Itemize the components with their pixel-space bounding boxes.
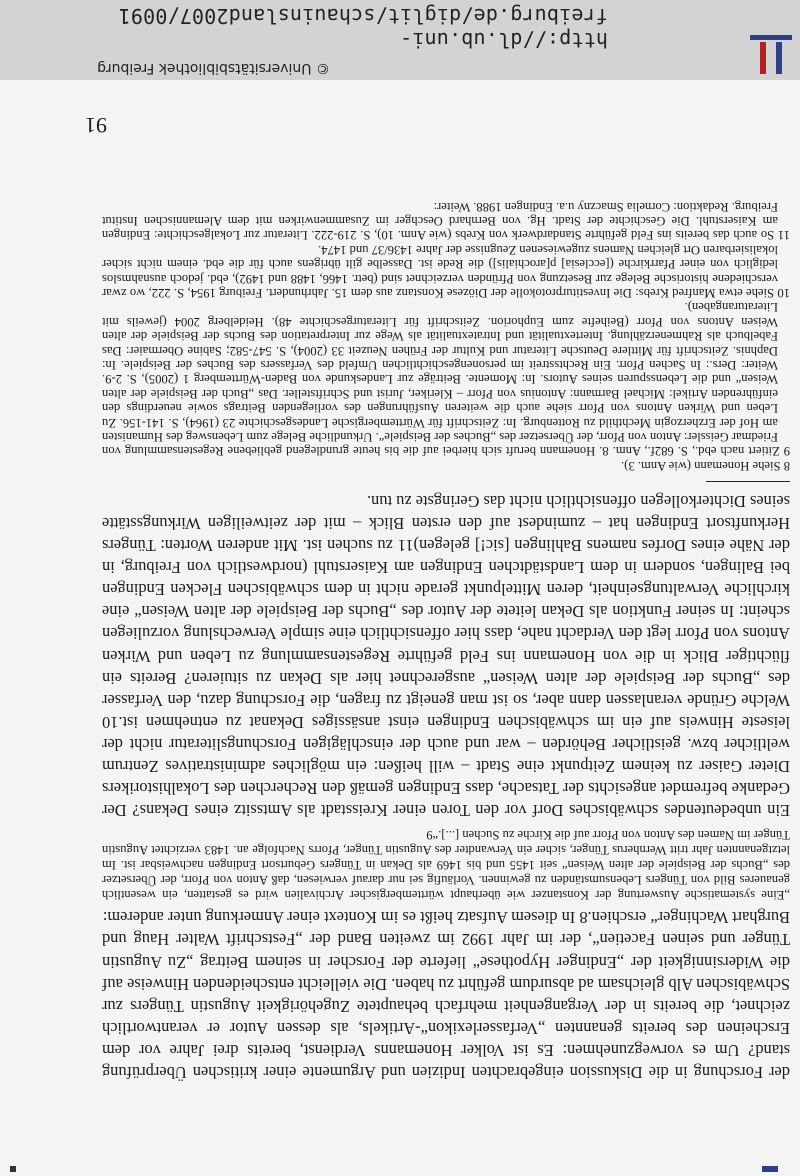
- edge-mark: [762, 1166, 778, 1172]
- footnote: 9 Zitiert nach ebd., S. 682f., Anm. 8. Honemann beruft sich hierbei auf die bis heute grundlegend gebliebene Regestensammlung von Friedmar Geissler: Anton von Pforr, der Übersetzer des „Buches der Beispiele“. Urkundliche Belege zum Lebensweg des Humanisten am Hof der Erzherzogin Mechthild zu Rottenburg. In: Zeitschrift für Württembergische Landesgeschichte 23 (1964), S. 141-156. Zu Leben und Wirken Antons von Pforr siehe auch die weiteren Ausführungen des vorliegenden Beitrags sowie neuerdings den einführenden Artikel: Michael Barmann: Antonius von Pforr – Kleriker, Jurist und Schriftsteller. Das „Buch der Beispiele der alten Weisen“ und die Lebensspuren seines Autors. In: Momente. Beiträge zur Landeskunde von Baden-Württemberg 1 (2005), S. 2-9. Weiter: Ders.: In Sachen Pforr. Ein Rechtsstreit im personengeschichtlichen Umfeld des Verfassers des Buches der Beispiele. In: Daphnis. Zeitschrift für Mittlere Deutsche Literatur und Kultur der Frühen Neuzeit 33 (2004), S. 547-582; Sabine Obermaier: Das Fabelbuch als Rahmenerzählung. Intertextualität und Intratextualität als Wege zur Interpretation des Buchs der Beispiele der alten Weisen Antons von Pforr (Beihefte zum Euphorion. Zeitschrift für Literaturgeschichte 48). Heidelberg 2004 (jeweils mit Literaturangaben).: [102, 300, 790, 459]
- page-body: [102, 199, 790, 1083]
- edge-mark: [10, 1166, 16, 1172]
- footnote: 8 Siehe Honemann (wie Anm. 3).: [621, 458, 790, 473]
- body-paragraph: Ein unbedeutendes schwäbisches Dorf vor den Toren einer Kreisstadt als Amtssitz eines Dekans? Der Gedanke befremdet angesichts der Tatsache, dass Endingen gemäß den Recherchen des Lokalhistorikers Dieter Gaiser zu keinem Zeitpunkt eine Stadt – will heißen: ein mögliches administratives Zentrum weltlicher bzw. geistlicher Behörden – war und auch der einschlägigen Forschungsliteratur nicht der leiseste Hinweis auf ein im schwäbischen Endingen einst ansässiges Dekanat zu entnehmen ist.10 Welche Gründe veranlassen dann aber, so ist man geneigt zu fragen, die Forschung dazu, den Verfasser des „Buchs der Beispiele der alten Weisen“ ausgerechnet hier als Dekan zu situieren? Bereits ein flüchtiger Blick in die von Honemann ins Feld geführte Regestensammlung zu Leben und Wirken Antons von Pforr legt den Verdacht nahe, dass hier offensichtlich eine simple Verwechslung vorzuliegen scheint: In seiner Funktion als Dekan leitete der Autor des „Buchs der Beispiele der alten Weisen“ eine kirchliche Verwaltungseinheit, deren Mittelpunkt gerade nicht in dem schwäbischen Flecken Endingen bei Balingen, sondern in dem Landstädtchen Endingen am Kaiserstuhl (nordwestlich von Freiburg, in der Nähe eines Dorfes namens Bahlingen [sic!] gelegen)11 zu suchen ist. Mit anderen Worten: Tüngers Herkunftsort Endingen hat – zumindest auf den ersten Blick – mit der zeitweiligen Wirkungsstätte seines Dichterkollegen offensichtlich nicht das Geringste zu tun.: [102, 491, 790, 821]
- library-banner: [0, 0, 800, 80]
- block-quote: „Eine systematische Auswertung der Konstanzer wie überhaupt württembergischer Archivalien wird es gestatten, ein wesentlich genaueres Bild von Tüngers Lebensumständen zu gewinnen. Vorläufig sei nur darauf verwiesen, daß Anton von Pforr, der Übersetzer des „Buchs der Beispiele der alten Weisen“ seit 1455 und bis 1469 als Dekan in Tüngers Geburtsort Endingen nachweisbar ist. Im letztgenannten Jahr tritt Wernherus Tünger, sicher ein Verwandter des Augustin Tünger, Pforrs Nachfolge an. 1483 verzichtet Augustin Tünger im Namen des Anton von Pforr auf die Kirche zu Suchen [...].“9: [102, 828, 790, 903]
- university-library-logo: [740, 0, 800, 80]
- page-number: 91: [85, 113, 107, 138]
- footnote-divider: [706, 481, 790, 482]
- footnote: 11 So auch das bereits ins Feld geführte Standardwerk von Krebs (wie Anm. 10), S. 219-222. Literatur zur Lokalgeschichte: Endingen am Kaiserstuhl. Die Geschichte der Stadt. Hg. von Bernhard Oeschger im Zusammenwirken mit dem Alemannischen Institut Freiburg. Redaktion: Cornelia Smaczny u.a. Endingen 1988. Weiter:: [102, 199, 790, 243]
- copyright-notice: © Universitätsbibliothek Freiburg: [97, 60, 330, 76]
- footnote: 10 Siehe etwa Manfred Krebs: Die Investiturprotokolle der Diözese Konstanz aus dem 15. Jahrhundert. Freiburg 1954, S. 222, wo zwar verschiedene historische Belege zur Besetzung von Pfründen verzeichnet sind (betr. 1466, 1488 und 1492), ebd. jedoch ausnahmslos lediglich von einer Pfarrkirche ([ecclesia] p[arochialis]) die Rede ist. Dasselbe gilt übrigens auch für die ebd. einem nicht sicher lokalisierbaren Ort gleichen Namens zugewiesenen Zeugnisse der Jahre 1436/37 und 1474.: [102, 242, 790, 300]
- body-paragraph: der Forschung in die Diskussion eingebrachten Indizien und Argumente einer kritischen Überprüfung stand? Um es vorwegzunehmen: Es ist Volker Honemanns Verdienst, bereits drei Jahre vor dem Erscheinen des bereits genannten „Verfasserlexikon“-Artikels, als dessen Autor er verantwortlich zeichnet, die bereits in der Vergangenheit mehrfach behauptete Zugehörigkeit Augustin Tüngers zur Schwäbischen Alb gleichsam ad absurdum geführt zu haben. Die vielleicht entscheidenden Hinweise auf die Widersinnigkeit der „Endinger Hypothese“ lieferte der Forscher in seinem Beitrag „Zu Augustin Tünger und seinen Facetien“, der im Jahr 1992 im zweiten Band der „Festschrift Walter Haug und Burghart Wachinger“ erschien.8 In diesem Aufsatz heißt es im Kontext einer Anmerkung unter anderem:: [102, 908, 790, 1082]
- source-url-link[interactable]: http://dl.ub.uni-freiburg.de/diglit/schauinsland2007/0091: [118, 4, 608, 52]
